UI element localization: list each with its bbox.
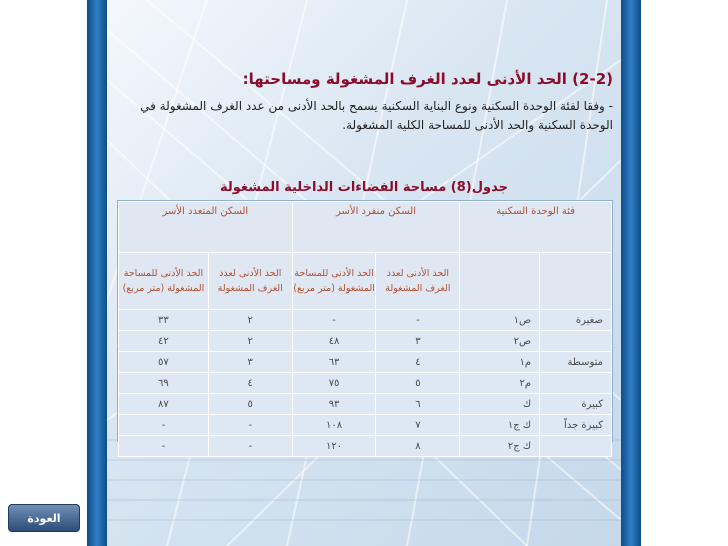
cell-multi-rooms: ٢	[208, 310, 292, 331]
cell-single-area: ٧٥	[292, 373, 376, 394]
cell-multi-rooms: ٤	[208, 373, 292, 394]
cell-type: كبيرة جداً	[540, 415, 612, 436]
data-table	[118, 201, 612, 457]
cell-code: ك ج٢	[460, 436, 540, 457]
cell-single-area: ٦٣	[292, 352, 376, 373]
cell-code: م٢	[460, 373, 540, 394]
table-row	[119, 415, 612, 436]
table-row	[119, 310, 612, 331]
cell-multi-rooms: ٣	[208, 352, 292, 373]
cell-single-area: ٤٨	[292, 331, 376, 352]
cell-multi-area: -	[119, 436, 209, 457]
cell-multi-rooms: ٢	[208, 331, 292, 352]
data-table-panel	[117, 200, 613, 452]
header-single-min-area: الحد الأدنى للمساحة المشغولة (متر مربع)	[292, 253, 376, 310]
cell-code: ص١	[460, 310, 540, 331]
frame-band-right	[621, 0, 641, 546]
cell-multi-rooms: -	[208, 436, 292, 457]
table-row	[119, 352, 612, 373]
cell-type	[540, 436, 612, 457]
back-button[interactable]: العودة	[8, 504, 80, 532]
slide	[107, 0, 621, 546]
cell-code: ك	[460, 394, 540, 415]
cell-single-area: ١٠٨	[292, 415, 376, 436]
cell-single-area: ٩٣	[292, 394, 376, 415]
header-multi-min-area: الحد الأدنى للمساحة المشغولة (متر مربع)	[119, 253, 209, 310]
cell-single-rooms: -	[376, 310, 460, 331]
header-multi-family: السكن المتعدد الأسر	[119, 202, 293, 253]
cell-type: كبيرة	[540, 394, 612, 415]
cell-type: متوسطة	[540, 352, 612, 373]
cell-multi-area: ٦٩	[119, 373, 209, 394]
cell-code: ص٢	[460, 331, 540, 352]
table-row	[119, 436, 612, 457]
cell-multi-rooms: ٥	[208, 394, 292, 415]
table-row	[119, 373, 612, 394]
cell-single-area: -	[292, 310, 376, 331]
cell-type: صغيرة	[540, 310, 612, 331]
cell-multi-area: -	[119, 415, 209, 436]
cell-type	[540, 331, 612, 352]
cell-single-rooms: ٣	[376, 331, 460, 352]
header-spacer	[460, 253, 540, 310]
cell-single-rooms: ٥	[376, 373, 460, 394]
cell-multi-area: ٥٧	[119, 352, 209, 373]
header-single-family: السكن منفرد الأسر	[292, 202, 460, 253]
header-multi-min-rooms: الحد الأدنى لعدد الغرف المشغولة	[208, 253, 292, 310]
cell-type	[540, 373, 612, 394]
cell-code: ك ج١	[460, 415, 540, 436]
body-paragraph: - وفقا لفئة الوحدة السكنية ونوع البناية السكنية يسمح بالحد الأدنى من عدد الغرف المشغولة في الوحدة السكنية والحد الأدنى للمساحة الكلية المشغولة.	[140, 99, 613, 132]
cell-single-rooms: ٤	[376, 352, 460, 373]
cell-single-area: ١٢٠	[292, 436, 376, 457]
cell-multi-area: ٨٧	[119, 394, 209, 415]
cell-multi-area: ٤٢	[119, 331, 209, 352]
cell-code: م١	[460, 352, 540, 373]
cell-multi-area: ٣٣	[119, 310, 209, 331]
table-caption: جدول(8) مساحة الفضاءات الداخلية المشغولة	[220, 180, 508, 195]
cell-single-rooms: ٨	[376, 436, 460, 457]
cell-single-rooms: ٦	[376, 394, 460, 415]
header-spacer	[540, 253, 612, 310]
slide-title: (2-2) الحد الأدنى لعدد الغرف المشغولة ومساحتها:	[242, 70, 613, 88]
header-single-min-rooms: الحد الأدنى لعدد الغرف المشغولة	[376, 253, 460, 310]
cell-single-rooms: ٧	[376, 415, 460, 436]
table-row	[119, 331, 612, 352]
table-row	[119, 394, 612, 415]
header-unit-category: فئة الوحدة السكنية	[460, 202, 612, 253]
cell-multi-rooms: -	[208, 415, 292, 436]
frame-band-left	[87, 0, 107, 546]
